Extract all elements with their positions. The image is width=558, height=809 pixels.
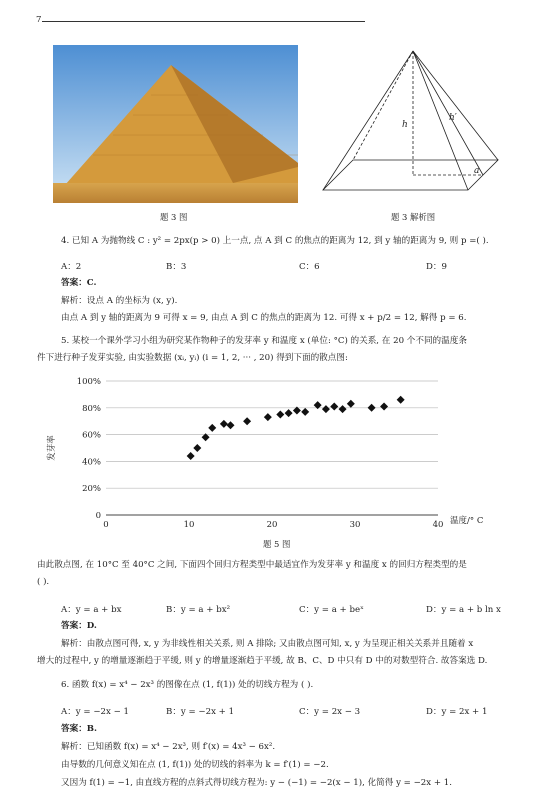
- q6-analysis-1: 解析：已知函数 f(x) = x⁴ − 2x³, 则 f′(x) = 4x³ − 6x².: [61, 742, 276, 752]
- x-axis-label: 温度/° C: [450, 516, 484, 526]
- data-point: [330, 402, 338, 410]
- q5-stem-2: 件下进行种子发芽实验, 由实验数据 (xᵢ, yᵢ) (i = 1, 2, ··· , 20) 得到下面的散点图:: [37, 353, 348, 363]
- x-tick-label: 30: [349, 520, 361, 530]
- data-point: [339, 405, 347, 413]
- q4-option-d: D：9: [426, 262, 447, 272]
- y-axis-label: 发芽率: [47, 435, 57, 461]
- q6-analysis-3: 又因为 f(1) = −1, 由直线方程的点斜式得切线方程为: y − (−1) = −2(x − 1), 化简得 y = −2x + 1.: [61, 778, 452, 788]
- q5-option-d: D：y = a + b ln x: [426, 605, 501, 615]
- q5-option-b: B：y = a + bx²: [166, 605, 231, 615]
- data-point: [347, 400, 355, 408]
- x-tick-label: 10: [183, 520, 195, 530]
- data-point: [276, 411, 284, 419]
- label-h: h: [402, 120, 408, 130]
- y-tick-label: 40%: [82, 457, 101, 468]
- data-point: [193, 444, 201, 452]
- data-point: [301, 408, 309, 416]
- q5-answer: 答案：D.: [61, 621, 97, 631]
- q5-question-1: 由此散点图, 在 10°C 至 40°C 之间, 下面四个回归方程类型中最适宜作为发芽率 y 和温度 x 的回归方程类型的是: [37, 560, 467, 570]
- q6-option-a: A：y = −2x − 1: [61, 707, 129, 717]
- y-tick-label: 80%: [82, 403, 101, 414]
- q5-analysis-1: 解析：由散点图可得, x, y 为非线性相关关系, 则 A 排除; 又由散点图可知, x, y 为呈现正相关关系并且随着 x: [61, 639, 474, 649]
- x-tick-label: 20: [266, 520, 278, 530]
- label-a: a: [474, 166, 480, 176]
- data-point: [227, 421, 235, 429]
- data-point: [187, 452, 195, 460]
- data-point: [220, 420, 228, 428]
- data-point: [208, 424, 216, 432]
- q4-option-c: C：6: [299, 262, 320, 272]
- y-tick-label: 100%: [76, 377, 101, 387]
- q6-stem: 6. 函数 f(x) = x⁴ − 2x³ 的图像在点 (1, f(1)) 处的切线方程为 ( ).: [61, 680, 314, 690]
- q5-option-a: A：y = a + bx: [61, 605, 122, 615]
- page-number: 7: [36, 15, 42, 25]
- q5-option-c: C：y = a + beˣ: [299, 605, 364, 615]
- label-h-prime: h′: [449, 113, 457, 123]
- y-tick-label: 60%: [82, 430, 101, 441]
- data-point: [285, 409, 293, 417]
- q4-analysis-2: 由点 A 到 y 轴的距离为 9 可得 x = 9, 由点 A 到 C 的焦点的距离为 12. 可得 x + p/2 = 12, 解得 p = 6.: [61, 313, 467, 323]
- x-tick-label: 0: [103, 520, 109, 530]
- data-point: [322, 405, 330, 413]
- q6-option-d: D：y = 2x + 1: [426, 707, 488, 717]
- data-point: [397, 396, 405, 404]
- q5-stem-1: 5. 某校一个课外学习小组为研究某作物种子的发芽率 y 和温度 x (单位: °C) 的关系, 在 20 个不同的温度条: [61, 336, 467, 346]
- pyramid-photo: [53, 45, 298, 203]
- q6-option-b: B：y = −2x + 1: [166, 707, 235, 717]
- q4-option-b: B：3: [166, 262, 187, 272]
- data-point: [380, 402, 388, 410]
- y-tick-label: 0: [95, 511, 101, 521]
- q6-analysis-2: 由导数的几何意义知在点 (1, f(1)) 处的切线的斜率为 k = f′(1) = −2.: [61, 760, 329, 770]
- q6-option-c: C：y = 2x − 3: [299, 707, 361, 717]
- q4-analysis-1: 解析：设点 A 的坐标为 (x, y).: [61, 296, 178, 306]
- diagram-caption: 题 3 解析图: [391, 212, 436, 222]
- x-tick-label: 40: [432, 520, 444, 530]
- q5-scatter-chart: [40, 370, 510, 535]
- photo-caption: 题 3 图: [160, 212, 188, 222]
- y-tick-label: 20%: [82, 484, 101, 495]
- data-point: [264, 413, 272, 421]
- q6-answer: 答案：B.: [61, 724, 98, 734]
- q4-answer: 答案：C.: [61, 278, 97, 288]
- header-rule: [42, 21, 365, 22]
- q4-option-a: A：2: [61, 262, 82, 272]
- data-point: [243, 417, 251, 425]
- q5-question-2: ( ).: [37, 577, 50, 587]
- diagram-labels: [402, 113, 479, 176]
- pyramid-diagram: [318, 45, 508, 203]
- q5-analysis-2: 增大的过程中, y 的增量逐渐趋于平缓, 则 y 的增量逐渐趋于平缓, 故 B、C、D 中只有 D 中的对数型符合. 故答案选 D.: [37, 656, 488, 666]
- q5-caption: 题 5 图: [263, 539, 291, 549]
- data-point: [368, 404, 376, 412]
- q4-stem: 4. 已知 A 为抛物线 C : y² = 2px(p > 0) 上一点, 点 A 到 C 的焦点的距离为 12, 到 y 轴的距离为 9, 则 p =( ).: [61, 236, 489, 246]
